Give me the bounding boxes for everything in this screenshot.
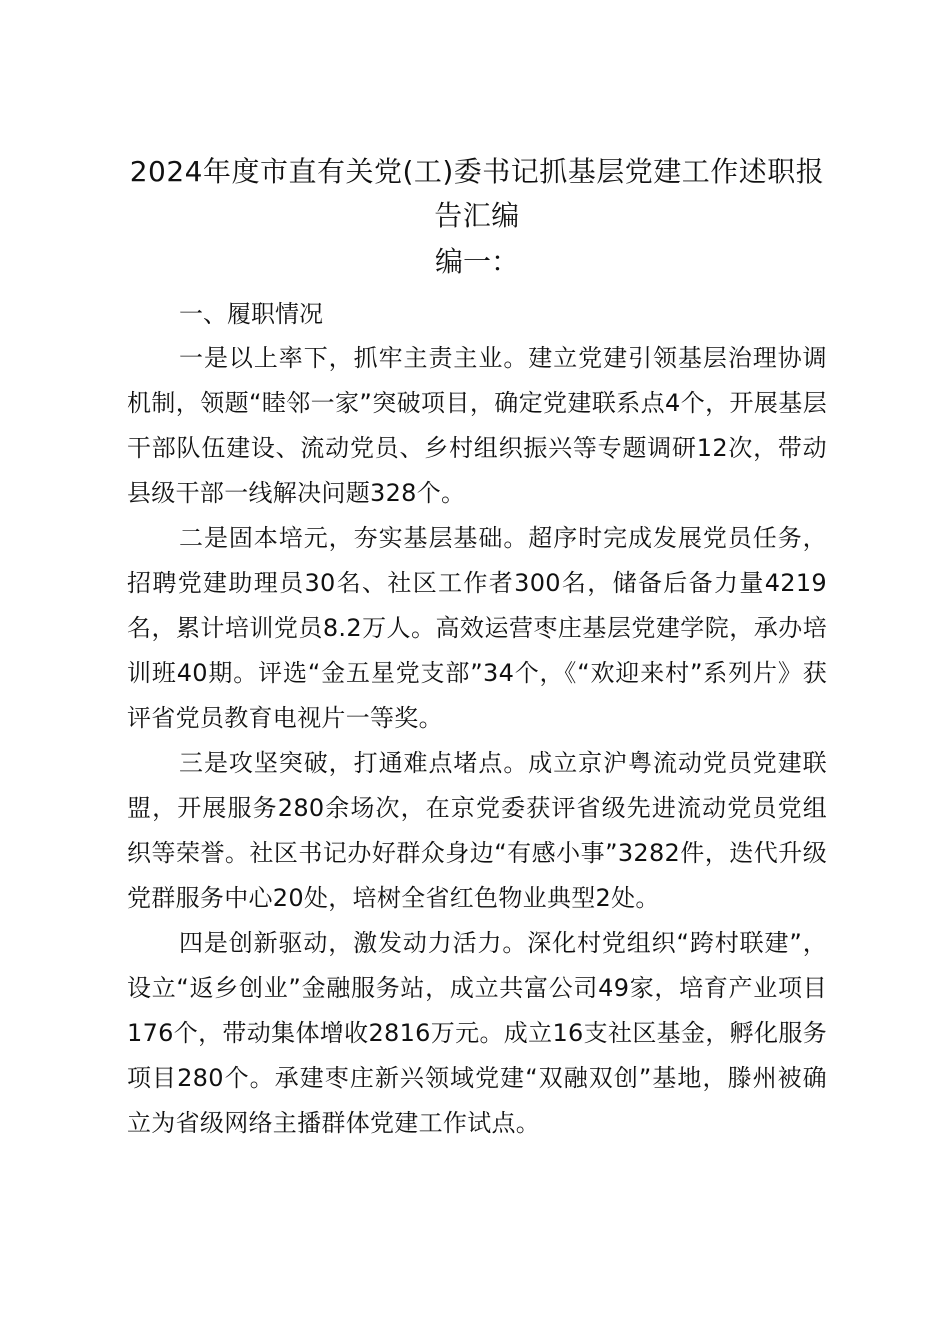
paragraph-3: 三是攻坚突破，打通难点堵点。成立京沪粤流动党员党建联盟，开展服务280余场次，在京党委获评省级先进流动党员党组织等荣誉。社区书记办好群众身边“有感小事”3282件，迭代升级党群服务中心20处，培树全省红色物业典型2处。 [127, 749, 827, 912]
document-body [127, 150, 827, 1146]
paragraph-2: 二是固本培元，夯实基层基础。超序时完成发展党员任务，招聘党建助理员30名、社区工作者300名，储备后备力量4219名，累计培训党员8.2万人。高效运营枣庄基层党建学院，承办培训班40期。评选“金五星党支部”34个，《“欢迎来村”系列片》获评省党员教育电视片一等奖。 [127, 524, 827, 732]
paragraph-1: 一是以上率下，抓牢主责主业。建立党建引领基层治理协调机制，领题“睦邻一家”突破项目，确定党建联系点4个，开展基层干部队伍建设、流动党员、乡村组织振兴等专题调研12次，带动县级干部一线解决问题328个。 [127, 344, 827, 507]
paragraph-4: 四是创新驱动，激发动力活力。深化村党组织“跨村联建”，设立“返乡创业”金融服务站，成立共富公司49家，培育产业项目176个，带动集体增收2816万元。成立16支社区基金，孵化服务项目280个。承建枣庄新兴领域党建“双融双创”基地，滕州被确立为省级网络主播群体党建工作试点。 [127, 929, 827, 1137]
document-subtitle: 编一： [434, 245, 519, 278]
document-title: 2024年度市直有关党(工)委书记抓基层党建工作述职报告汇编 [129, 155, 825, 232]
section-heading: 一、履职情况 [179, 300, 323, 328]
